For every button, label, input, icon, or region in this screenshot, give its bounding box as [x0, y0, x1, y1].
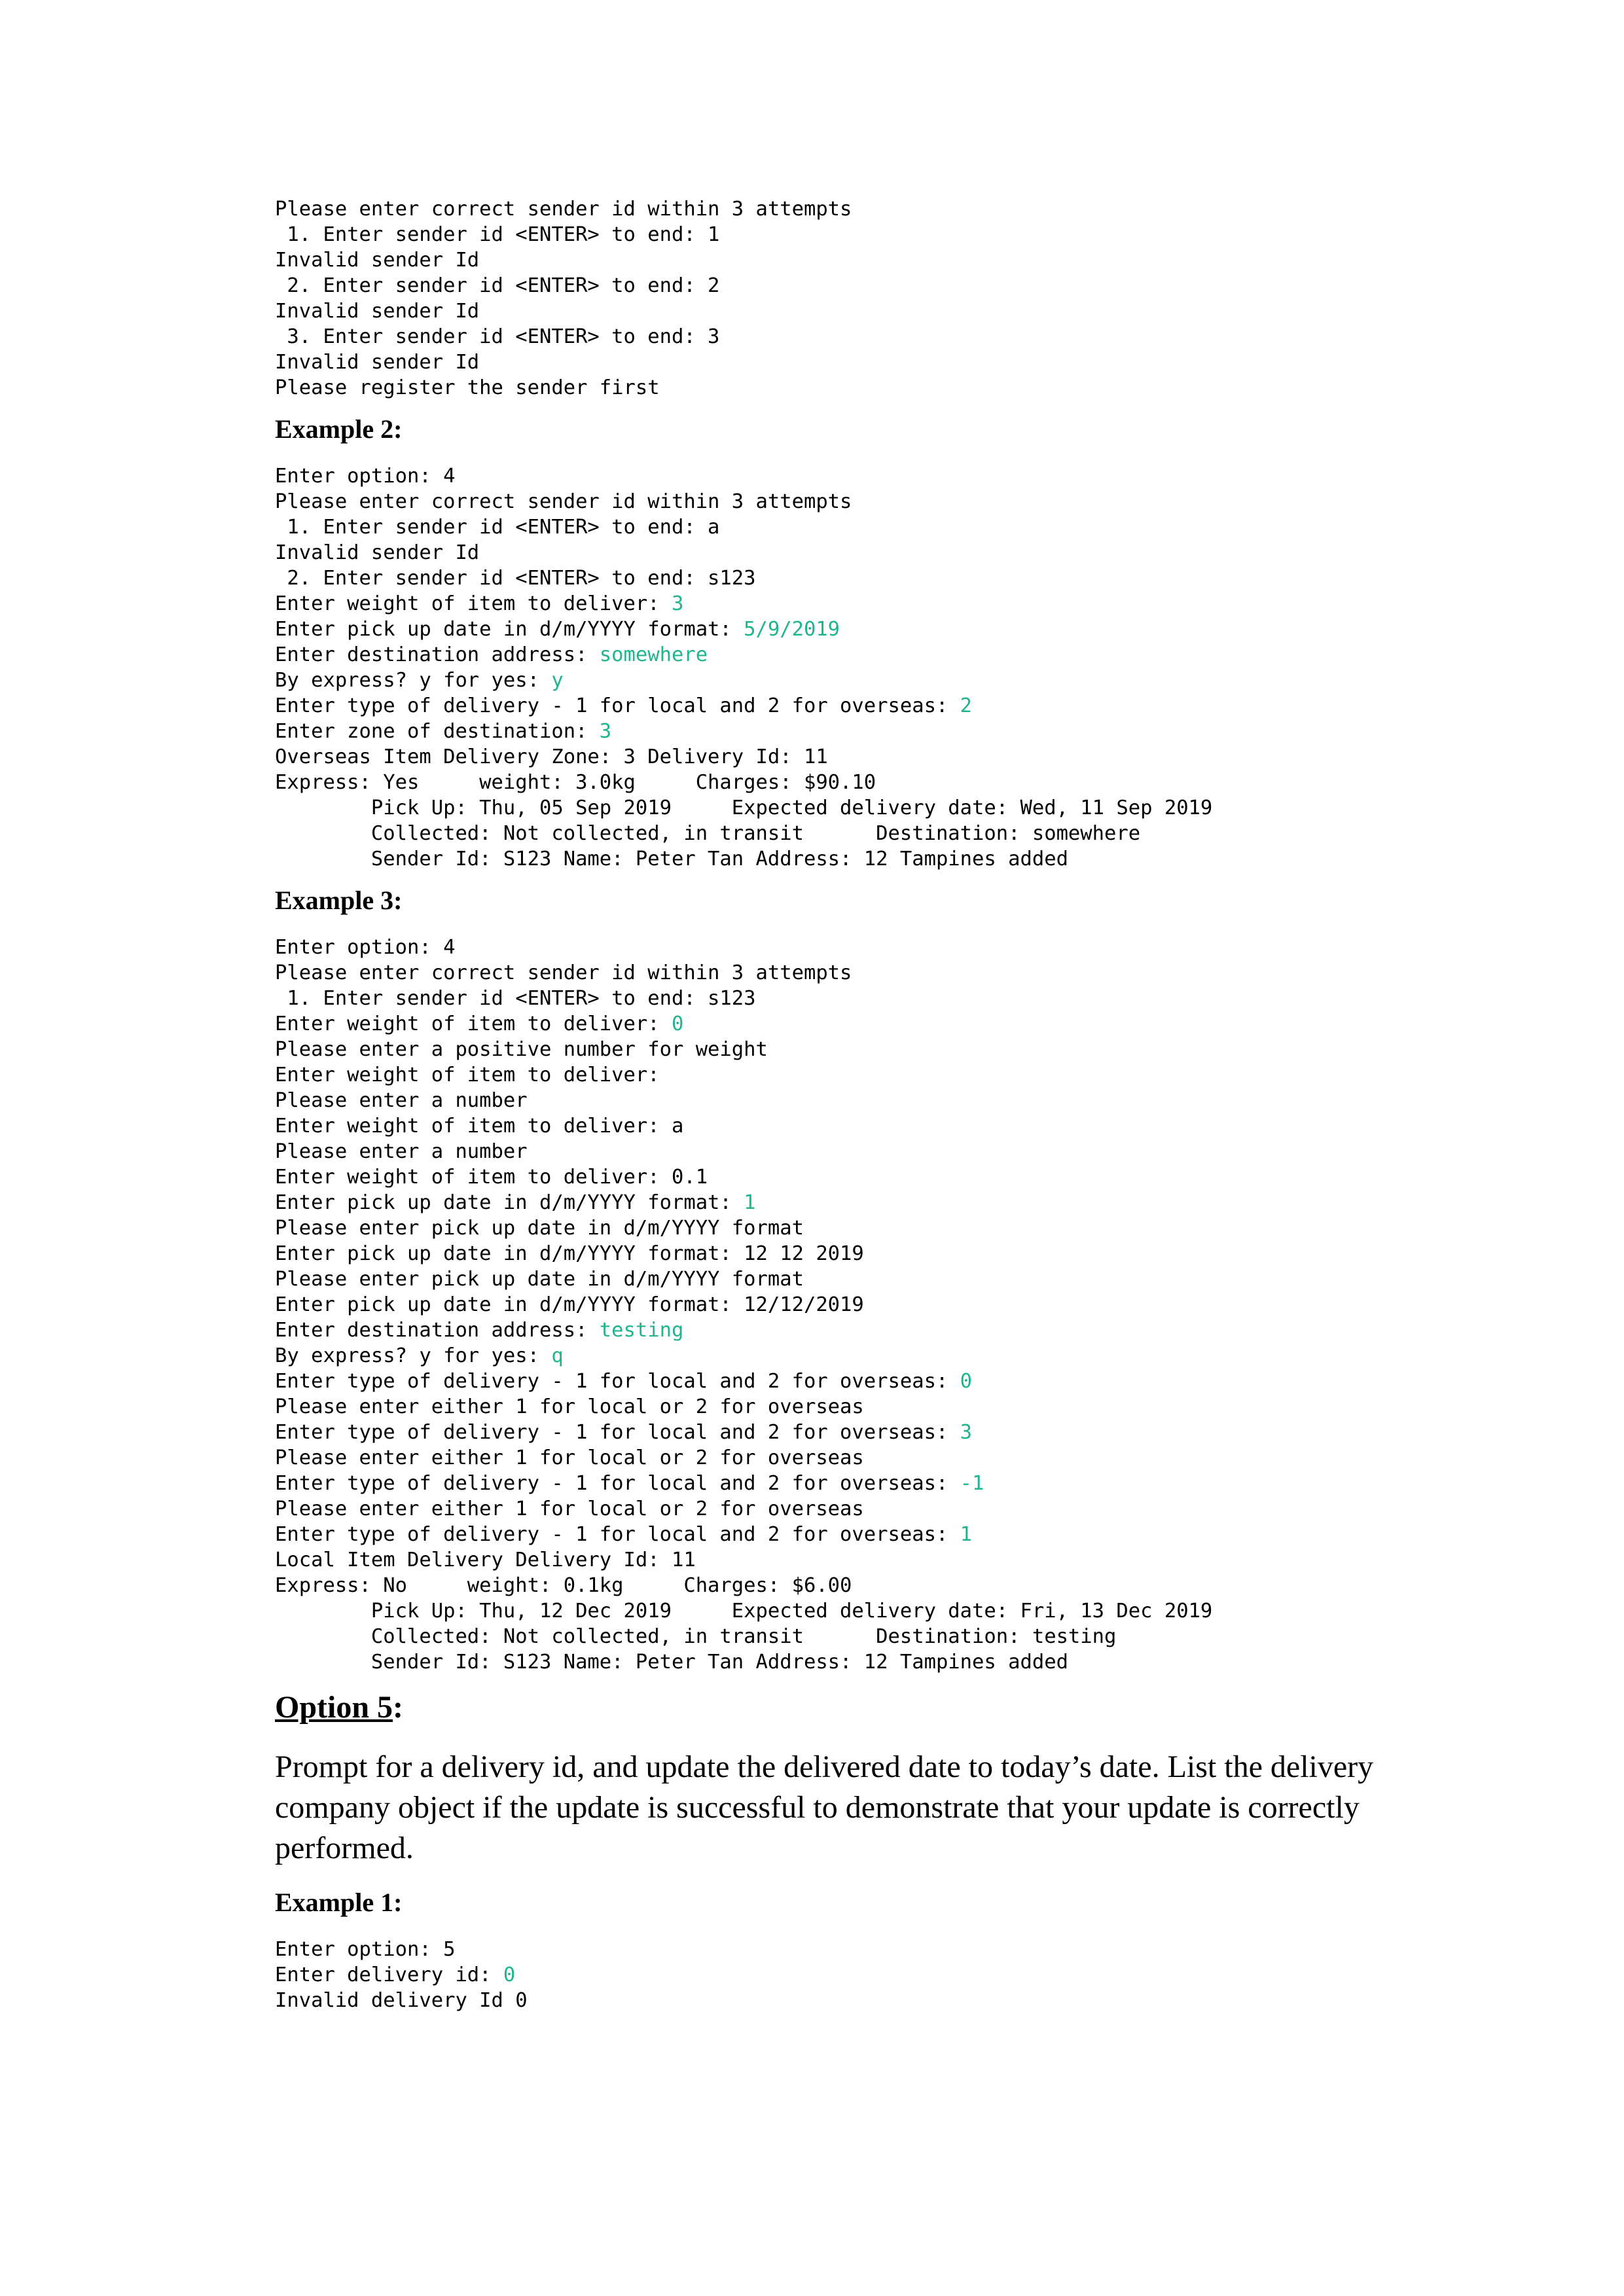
console-text: By express? y for yes: — [275, 669, 552, 692]
console-text: Enter option: 4 — [275, 465, 456, 488]
console-text: Local Item Delivery Delivery Id: 11 — [275, 1549, 696, 1571]
console-line — [275, 1215, 1440, 1241]
console-text: Invalid sender Id — [275, 300, 480, 323]
console-text: Enter pick up date in d/m/YYYY format: — [275, 1191, 744, 1214]
console-line — [275, 565, 1440, 591]
console-text: Pick Up: Thu, 12 Dec 2019 Expected delivery date: Fri, 13 Dec 2019 — [275, 1600, 1213, 1623]
console-text: Enter option: 5 — [275, 1938, 456, 1961]
console-text: Enter weight of item to deliver: — [275, 1064, 660, 1086]
console-line — [275, 1037, 1440, 1062]
console-line — [275, 668, 1440, 693]
console-line — [275, 591, 1440, 617]
console-line — [275, 1369, 1440, 1394]
console-user-input: -1 — [960, 1472, 984, 1495]
console-text: Sender Id: S123 Name: Peter Tan Address: 12 Tampines added — [275, 848, 1068, 870]
console-text: Please enter a number — [275, 1089, 528, 1112]
console-user-input: 5/9/2019 — [744, 618, 840, 641]
console-text: Invalid sender Id — [275, 249, 480, 272]
console-line — [275, 1292, 1440, 1318]
console-text: Enter pick up date in d/m/YYYY format: — [275, 618, 744, 641]
console-line — [275, 247, 1440, 273]
console-user-input: 1 — [744, 1191, 756, 1214]
console-line — [275, 1139, 1440, 1164]
console-line — [275, 1522, 1440, 1547]
console-text: Collected: Not collected, in transit Destination: testing — [275, 1625, 1117, 1648]
console-user-input: 2 — [960, 694, 973, 717]
console-text: Enter type of delivery - 1 for local and 2 for overseas: — [275, 1472, 960, 1495]
console-text: Please enter a positive number for weight — [275, 1038, 768, 1061]
console-line — [275, 222, 1440, 247]
console-output-block-4 — [275, 1937, 1440, 2013]
console-text: Enter destination address: — [275, 1319, 600, 1342]
console-text: Please enter either 1 for local or 2 for overseas — [275, 1498, 864, 1520]
console-line — [275, 617, 1440, 642]
console-user-input: testing — [599, 1319, 684, 1342]
console-text: By express? y for yes: — [275, 1344, 552, 1367]
console-text: Overseas Item Delivery Zone: 3 Delivery Id: 11 — [275, 745, 828, 768]
console-text: Please enter correct sender id within 3 attempts — [275, 198, 852, 221]
console-user-input: y — [551, 669, 564, 692]
console-user-input: 0 — [960, 1370, 973, 1393]
console-line — [275, 298, 1440, 324]
console-line — [275, 350, 1440, 375]
console-line — [275, 960, 1440, 986]
console-line — [275, 795, 1440, 821]
console-text: Express: Yes weight: 3.0kg Charges: $90.10 — [275, 771, 876, 794]
console-text: Please enter a number — [275, 1140, 528, 1163]
console-user-input: q — [551, 1344, 564, 1367]
console-user-input: 1 — [960, 1523, 973, 1546]
console-text: Please enter correct sender id within 3 attempts — [275, 961, 852, 984]
console-line — [275, 1649, 1440, 1675]
console-line — [275, 1343, 1440, 1369]
console-line — [275, 489, 1440, 514]
console-text: Invalid sender Id — [275, 351, 480, 374]
console-user-input: 0 — [503, 1964, 516, 1986]
example-3-heading: Example 3: — [275, 886, 403, 915]
console-line — [275, 1624, 1440, 1649]
option-5-title-text: Option 5 — [275, 1690, 393, 1725]
document-page — [275, 196, 1440, 2013]
console-text: 2. Enter sender id <ENTER> to end: 2 — [275, 274, 720, 297]
console-line — [275, 1420, 1440, 1445]
console-line — [275, 1318, 1440, 1343]
console-text: Pick Up: Thu, 05 Sep 2019 Expected delivery date: Wed, 11 Sep 2019 — [275, 797, 1213, 819]
console-text: Express: No weight: 0.1kg Charges: $6.00 — [275, 1574, 852, 1597]
console-text: Enter type of delivery - 1 for local and 2 for overseas: — [275, 1421, 960, 1444]
console-line — [275, 935, 1440, 960]
console-line — [275, 540, 1440, 565]
console-line — [275, 1113, 1440, 1139]
console-text: Collected: Not collected, in transit Destination: somewhere — [275, 822, 1141, 845]
console-text: Please enter either 1 for local or 2 for overseas — [275, 1395, 864, 1418]
console-text: 2. Enter sender id <ENTER> to end: s123 — [275, 567, 756, 590]
console-text: Enter option: 4 — [275, 936, 456, 959]
console-text: Please enter pick up date in d/m/YYYY format — [275, 1217, 804, 1240]
console-line — [275, 1598, 1440, 1624]
console-line — [275, 986, 1440, 1011]
console-text: Enter destination address: — [275, 643, 600, 666]
console-text: 3. Enter sender id <ENTER> to end: 3 — [275, 325, 720, 348]
console-text: Enter weight of item to deliver: — [275, 592, 672, 615]
console-line — [275, 719, 1440, 744]
option-5-title-colon: : — [393, 1690, 404, 1725]
console-text: Enter pick up date in d/m/YYYY format: 12 12 2019 — [275, 1242, 864, 1265]
console-text: 1. Enter sender id <ENTER> to end: s123 — [275, 987, 756, 1010]
example-1-heading: Example 1: — [275, 1888, 403, 1917]
console-text: Please enter pick up date in d/m/YYYY format — [275, 1268, 804, 1291]
console-line — [275, 324, 1440, 350]
console-line — [275, 693, 1440, 719]
console-line — [275, 642, 1440, 668]
console-text: Enter weight of item to deliver: a — [275, 1115, 684, 1138]
console-text: Sender Id: S123 Name: Peter Tan Address: 12 Tampines added — [275, 1651, 1068, 1674]
console-text: Enter type of delivery - 1 for local and 2 for overseas: — [275, 1523, 960, 1546]
console-line — [275, 463, 1440, 489]
console-user-input: 0 — [671, 1013, 684, 1035]
console-text: Enter weight of item to deliver: — [275, 1013, 672, 1035]
option-5-description: Prompt for a delivery id, and update the delivered date to today’s date. List the delivery company object if the update is successful to demonstrate that your update is correctly performed. — [275, 1749, 1374, 1865]
console-output-block-1 — [275, 196, 1440, 401]
console-line — [275, 514, 1440, 540]
console-text: Invalid sender Id — [275, 541, 480, 564]
console-line — [275, 1547, 1440, 1573]
console-line — [275, 1496, 1440, 1522]
console-user-input: somewhere — [599, 643, 708, 666]
console-text: Enter type of delivery - 1 for local and 2 for overseas: — [275, 1370, 960, 1393]
console-line — [275, 196, 1440, 222]
console-text: 1. Enter sender id <ENTER> to end: a — [275, 516, 720, 539]
console-line — [275, 1190, 1440, 1215]
console-line — [275, 273, 1440, 298]
console-line — [275, 744, 1440, 770]
console-line — [275, 375, 1440, 401]
console-line — [275, 1445, 1440, 1471]
console-line — [275, 1164, 1440, 1190]
example-2-heading: Example 2: — [275, 414, 403, 444]
console-text: Enter delivery id: — [275, 1964, 503, 1986]
console-line — [275, 1394, 1440, 1420]
console-line — [275, 1062, 1440, 1088]
console-text: Please register the sender first — [275, 376, 660, 399]
console-text: Please enter correct sender id within 3 attempts — [275, 490, 852, 513]
console-line — [275, 1471, 1440, 1496]
console-text: Enter zone of destination: — [275, 720, 600, 743]
console-line — [275, 821, 1440, 846]
console-user-input: 3 — [960, 1421, 973, 1444]
console-line — [275, 1088, 1440, 1113]
console-user-input: 3 — [671, 592, 684, 615]
console-text: Enter type of delivery - 1 for local and 2 for overseas: — [275, 694, 960, 717]
console-line — [275, 1937, 1440, 1962]
console-text: Enter pick up date in d/m/YYYY format: 12/12/2019 — [275, 1293, 864, 1316]
console-text: 1. Enter sender id <ENTER> to end: 1 — [275, 223, 720, 246]
console-line — [275, 1241, 1440, 1266]
console-line — [275, 1988, 1440, 2013]
console-line — [275, 846, 1440, 872]
console-text: Please enter either 1 for local or 2 for overseas — [275, 1446, 864, 1469]
console-output-block-2 — [275, 463, 1440, 872]
console-line — [275, 770, 1440, 795]
console-line — [275, 1266, 1440, 1292]
console-text: Invalid delivery Id 0 — [275, 1989, 528, 2012]
console-line — [275, 1573, 1440, 1598]
console-user-input: 3 — [599, 720, 612, 743]
console-line — [275, 1011, 1440, 1037]
console-line — [275, 1962, 1440, 1988]
console-output-block-3 — [275, 935, 1440, 1675]
option-5-title — [275, 1688, 1440, 1727]
console-text: Enter weight of item to deliver: 0.1 — [275, 1166, 708, 1189]
